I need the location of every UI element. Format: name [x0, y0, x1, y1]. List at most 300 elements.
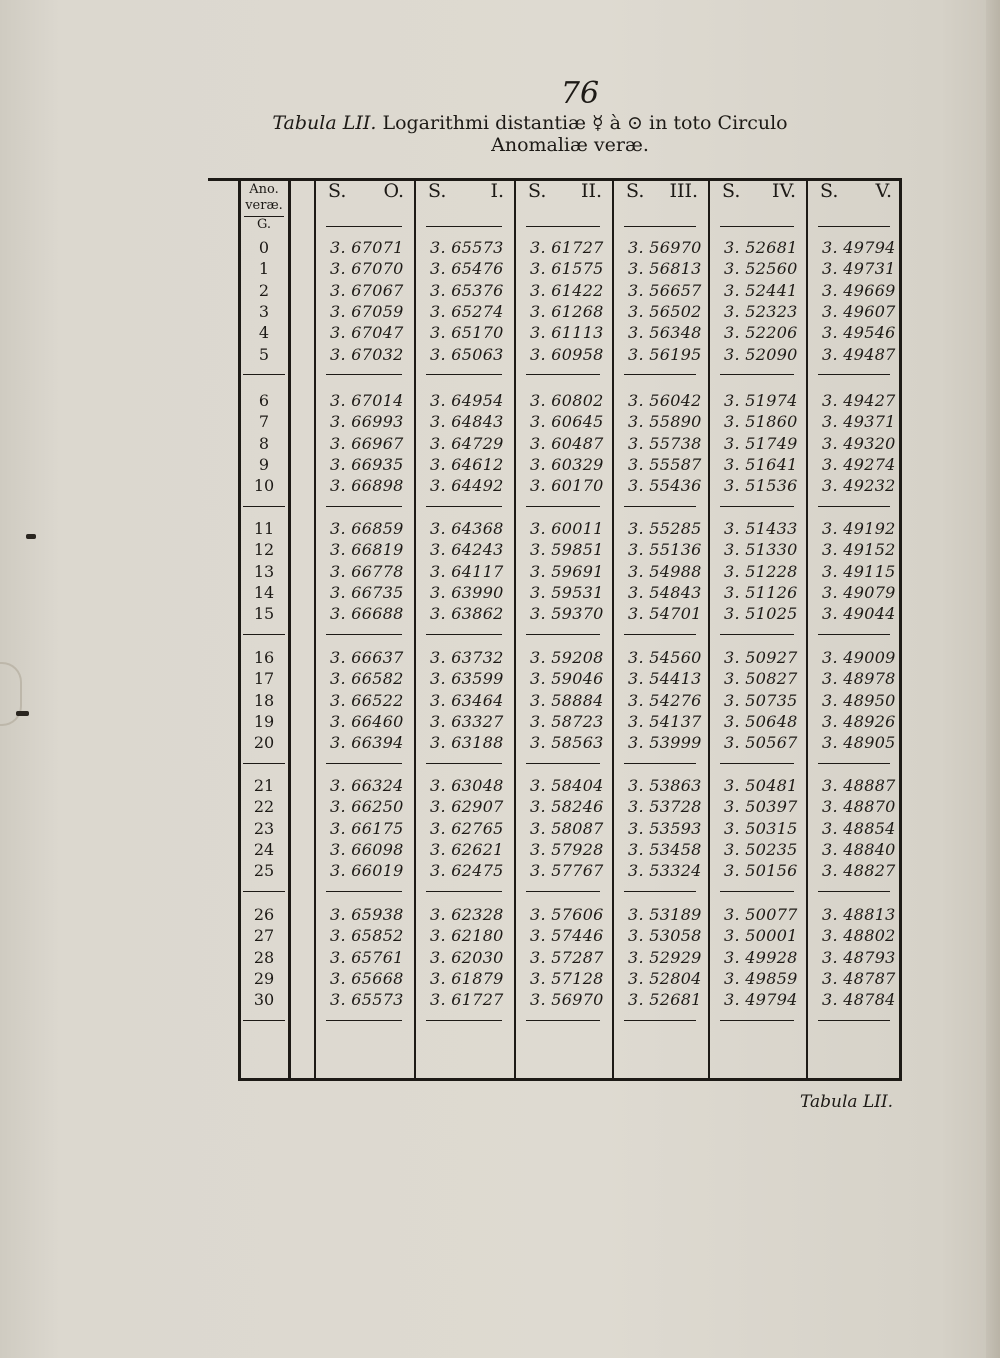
- table-cell: 3. 49371: [822, 412, 896, 432]
- table-cell: 3. 52441: [724, 280, 798, 300]
- table-cell: 3. 60645: [530, 412, 604, 432]
- table-cell: 3. 66522: [330, 690, 404, 710]
- degree-label: 11: [253, 519, 275, 538]
- degree-label: 24: [253, 839, 275, 859]
- table-cell: 3. 52090: [724, 344, 798, 364]
- table-cell: 3. 58404: [530, 776, 604, 795]
- column-header: [810, 180, 902, 210]
- table-cell: 3. 67070: [330, 259, 404, 279]
- table-cell: 3. 66098: [330, 839, 404, 859]
- group-rule: [526, 763, 600, 764]
- table-cell: 3. 64243: [430, 540, 504, 560]
- degree-label: 26: [253, 905, 275, 924]
- table-cell: 3. 67067: [330, 280, 404, 300]
- table-cell: 3. 49044: [822, 604, 896, 624]
- col-divider: [414, 180, 416, 1078]
- table-cell: 3. 59208: [530, 648, 604, 667]
- table-cell: 3. 65761: [330, 947, 404, 967]
- column-header: [712, 180, 806, 210]
- table-subtitle: Anomaliæ veræ.: [491, 134, 649, 156]
- group-rule: [624, 763, 696, 764]
- table-cell: 3. 66324: [330, 776, 404, 795]
- group-rule: [243, 506, 285, 507]
- table-cell: 3. 60011: [530, 519, 604, 538]
- header-rule: [326, 226, 402, 227]
- table-cell: 3. 62765: [430, 818, 504, 838]
- group-rule: [818, 763, 890, 764]
- col-divider: [612, 180, 614, 1078]
- group-rule: [243, 891, 285, 892]
- degree-label: 3: [258, 301, 270, 321]
- table-cell: 3. 65476: [430, 259, 504, 279]
- group-rule: [426, 763, 502, 764]
- table-cell: 3. 48840: [822, 839, 896, 859]
- group-rule: [526, 634, 600, 635]
- group-rule: [624, 891, 696, 892]
- table-cell: 3. 50156: [724, 861, 798, 881]
- table-cell: 3. 49546: [822, 323, 896, 343]
- table-cell: 3. 51433: [724, 519, 798, 538]
- group-rule: [326, 374, 402, 375]
- table-cell: 3. 53728: [628, 797, 702, 817]
- table-cell: 3. 49320: [822, 433, 896, 453]
- header-rule: [526, 226, 600, 227]
- table-cell: 3. 65063: [430, 344, 504, 364]
- table-cell: 3. 56348: [628, 323, 702, 343]
- table-cell: 3. 54560: [628, 648, 702, 667]
- table-cell: 3. 49079: [822, 582, 896, 602]
- table-cell: 3. 51860: [724, 412, 798, 432]
- table-cell: 3. 66019: [330, 861, 404, 881]
- table-cell: 3. 66778: [330, 561, 404, 581]
- table-cell: 3. 51536: [724, 476, 798, 496]
- table-cell: 3. 67071: [330, 238, 404, 257]
- group-rule: [624, 374, 696, 375]
- degree-label: 27: [253, 926, 275, 946]
- group-rule: [818, 1020, 890, 1021]
- table-cell: 3. 60487: [530, 433, 604, 453]
- table-cell: 3. 67059: [330, 301, 404, 321]
- table-cell: 3. 64843: [430, 412, 504, 432]
- degree-label: 7: [258, 412, 270, 432]
- column-value: III.: [669, 180, 698, 202]
- column-value: V.: [875, 180, 892, 202]
- table-cell: 3. 49009: [822, 648, 896, 667]
- table-cell: 3. 61575: [530, 259, 604, 279]
- table-cell: 3. 51749: [724, 433, 798, 453]
- group-rule: [526, 1020, 600, 1021]
- table-cell: 3. 56502: [628, 301, 702, 321]
- group-rule: [426, 374, 502, 375]
- table-cell: 3. 50235: [724, 839, 798, 859]
- table-cell: 3. 49115: [822, 561, 896, 581]
- column-value: II.: [580, 180, 602, 202]
- table-cell: 3. 62907: [430, 797, 504, 817]
- group-rule: [818, 506, 890, 507]
- table-cell: 3. 53324: [628, 861, 702, 881]
- degree-label: 17: [253, 669, 275, 689]
- table-cell: 3. 48854: [822, 818, 896, 838]
- table-cell: 3. 66967: [330, 433, 404, 453]
- table-cell: 3. 56970: [628, 238, 702, 257]
- degree-label: 10: [253, 476, 275, 496]
- group-rule: [426, 891, 502, 892]
- degree-label: 19: [253, 711, 275, 731]
- table-cell: 3. 61113: [530, 323, 604, 343]
- table-title-line1: Logarithmi distantiæ ☿ à ⊙ in toto Circulo: [382, 112, 788, 134]
- table-cell: 3. 50315: [724, 818, 798, 838]
- table-cell: 3. 48887: [822, 776, 896, 795]
- table-cell: 3. 49152: [822, 540, 896, 560]
- group-rule: [326, 1020, 402, 1021]
- table-cell: 3. 56657: [628, 280, 702, 300]
- table-cell: 3. 56195: [628, 344, 702, 364]
- table-cell: 3. 67047: [330, 323, 404, 343]
- table-cell: 3. 54701: [628, 604, 702, 624]
- table-cell: 3. 52560: [724, 259, 798, 279]
- table-cell: 3. 66819: [330, 540, 404, 560]
- table-cell: 3. 65376: [430, 280, 504, 300]
- table-cell: 3. 66898: [330, 476, 404, 496]
- row-header: [238, 182, 290, 233]
- table-cell: 3. 64492: [430, 476, 504, 496]
- column-sign: S.: [722, 180, 741, 202]
- table-cell: 3. 51126: [724, 582, 798, 602]
- col-divider: [514, 180, 516, 1078]
- table-cell: 3. 60329: [530, 454, 604, 474]
- group-rule: [624, 506, 696, 507]
- row-header-line2: veræ.: [245, 198, 283, 213]
- degree-label: 5: [258, 344, 270, 364]
- table-cell: 3. 66582: [330, 669, 404, 689]
- group-rule: [426, 506, 502, 507]
- table-cell: 3. 48827: [822, 861, 896, 881]
- table-cell: 3. 55436: [628, 476, 702, 496]
- degree-label: 9: [258, 454, 270, 474]
- degree-label: 16: [253, 648, 275, 667]
- group-rule: [243, 763, 285, 764]
- table-cell: 3. 64612: [430, 454, 504, 474]
- column-header: [418, 180, 514, 210]
- table-cell: 3. 59046: [530, 669, 604, 689]
- table-cell: 3. 66250: [330, 797, 404, 817]
- table-cell: 3. 49274: [822, 454, 896, 474]
- table-cell: 3. 62030: [430, 947, 504, 967]
- table-cell: 3. 48870: [822, 797, 896, 817]
- group-rule: [624, 634, 696, 635]
- table-cell: 3. 48784: [822, 990, 896, 1010]
- table-cell: 3. 48787: [822, 968, 896, 988]
- table-cell: 3. 51330: [724, 540, 798, 560]
- table-cell: 3. 64117: [430, 561, 504, 581]
- table-cell: 3. 66688: [330, 604, 404, 624]
- row-header-line3: G.: [256, 217, 272, 232]
- table-cell: 3. 49794: [724, 990, 798, 1010]
- table-cell: 3. 63862: [430, 604, 504, 624]
- group-rule: [818, 634, 890, 635]
- group-rule: [720, 763, 794, 764]
- degree-label: 14: [253, 582, 275, 602]
- table-cell: 3. 63327: [430, 711, 504, 731]
- table-cell: 3. 52206: [724, 323, 798, 343]
- group-rule: [720, 506, 794, 507]
- column-header: [616, 180, 708, 210]
- degree-label: 21: [253, 776, 275, 795]
- table-cell: 3. 66460: [330, 711, 404, 731]
- group-rule: [720, 634, 794, 635]
- table-cell: 3. 57128: [530, 968, 604, 988]
- table-cell: 3. 62328: [430, 905, 504, 924]
- degree-label: 12: [253, 540, 275, 560]
- binding-clip: [0, 662, 22, 726]
- table-cell: 3. 53999: [628, 733, 702, 753]
- table-cell: 3. 63188: [430, 733, 504, 753]
- table-cell: 3. 49487: [822, 344, 896, 364]
- group-rule: [526, 891, 600, 892]
- degree-label: 6: [258, 391, 270, 410]
- table-cell: 3. 49232: [822, 476, 896, 496]
- group-rule: [526, 374, 600, 375]
- table-cell: 3. 67032: [330, 344, 404, 364]
- table-right-border: [899, 178, 902, 1081]
- table-cell: 3. 50481: [724, 776, 798, 795]
- table-cell: 3. 54843: [628, 582, 702, 602]
- column-header: [518, 180, 612, 210]
- group-rule: [720, 891, 794, 892]
- table-cell: 3. 61727: [530, 238, 604, 257]
- table-cell: 3. 52323: [724, 301, 798, 321]
- group-rule: [243, 374, 285, 375]
- table-cell: 3. 65938: [330, 905, 404, 924]
- table-cell: 3. 57446: [530, 926, 604, 946]
- group-rule: [326, 506, 402, 507]
- table-cell: 3. 66175: [330, 818, 404, 838]
- degree-label: 2: [258, 280, 270, 300]
- table-cell: 3. 54276: [628, 690, 702, 710]
- group-rule: [326, 763, 402, 764]
- column-value: IV.: [772, 180, 796, 202]
- table-cell: 3. 66637: [330, 648, 404, 667]
- table-cell: 3. 59370: [530, 604, 604, 624]
- group-rule: [624, 1020, 696, 1021]
- group-rule: [426, 634, 502, 635]
- degree-label: 30: [253, 990, 275, 1010]
- table-cell: 3. 66735: [330, 582, 404, 602]
- table-cell: 3. 50077: [724, 905, 798, 924]
- table-cell: 3. 66935: [330, 454, 404, 474]
- table-cell: 3. 54413: [628, 669, 702, 689]
- table-cell: 3. 63464: [430, 690, 504, 710]
- table-cell: 3. 62180: [430, 926, 504, 946]
- table-cell: 3. 54137: [628, 711, 702, 731]
- table-cell: 3. 55890: [628, 412, 702, 432]
- table-cell: 3. 48926: [822, 711, 896, 731]
- header-rule: [720, 226, 794, 227]
- table-cell: 3. 48905: [822, 733, 896, 753]
- table-cell: 3. 55738: [628, 433, 702, 453]
- table-cell: 3. 48793: [822, 947, 896, 967]
- column-header: [318, 180, 414, 210]
- group-rule: [526, 506, 600, 507]
- column-sign: S.: [820, 180, 839, 202]
- table-cell: 3. 66394: [330, 733, 404, 753]
- table-label: Tabula LII.: [272, 112, 377, 134]
- table-cell: 3. 56813: [628, 259, 702, 279]
- table-cell: 3. 55587: [628, 454, 702, 474]
- table-cell: 3. 49731: [822, 259, 896, 279]
- group-rule: [243, 634, 285, 635]
- table-cell: 3. 50927: [724, 648, 798, 667]
- table-cell: 3. 52929: [628, 947, 702, 967]
- table-cell: 3. 51974: [724, 391, 798, 410]
- degree-label: 0: [258, 238, 270, 257]
- table-cell: 3. 58884: [530, 690, 604, 710]
- table-cell: 3. 64954: [430, 391, 504, 410]
- group-rule: [818, 891, 890, 892]
- degree-label: 29: [253, 968, 275, 988]
- table-cell: 3. 50648: [724, 711, 798, 731]
- table-cell: 3. 63599: [430, 669, 504, 689]
- table-cell: 3. 52804: [628, 968, 702, 988]
- table-cell: 3. 65573: [430, 238, 504, 257]
- table-cell: 3. 51641: [724, 454, 798, 474]
- table-cell: 3. 58087: [530, 818, 604, 838]
- group-rule: [426, 1020, 502, 1021]
- column-sign: S.: [528, 180, 547, 202]
- table-cell: 3. 61422: [530, 280, 604, 300]
- table-cell: 3. 64729: [430, 433, 504, 453]
- table-cell: 3. 59851: [530, 540, 604, 560]
- degree-label: 8: [258, 433, 270, 453]
- table-bottom-border: [238, 1078, 902, 1081]
- table-cell: 3. 61727: [430, 990, 504, 1010]
- table-cell: 3. 49669: [822, 280, 896, 300]
- degree-label: 23: [253, 818, 275, 838]
- ink-mark: [16, 711, 29, 716]
- table-title: [160, 112, 900, 134]
- degree-label: 4: [258, 323, 270, 343]
- table-cell: 3. 65852: [330, 926, 404, 946]
- table-cell: 3. 60958: [530, 344, 604, 364]
- table-cell: 3. 53863: [628, 776, 702, 795]
- table-cell: 3. 49607: [822, 301, 896, 321]
- table-cell: 3. 61268: [530, 301, 604, 321]
- table-cell: 3. 59531: [530, 582, 604, 602]
- table-cell: 3. 62621: [430, 839, 504, 859]
- table-cell: 3. 52681: [628, 990, 702, 1010]
- table-cell: 3. 63732: [430, 648, 504, 667]
- degree-label: 22: [253, 797, 275, 817]
- row-header-line1: Ano.: [249, 182, 279, 197]
- table-cell: 3. 49859: [724, 968, 798, 988]
- page-edge: [986, 0, 1000, 1358]
- table-cell: 3. 57606: [530, 905, 604, 924]
- header-rule: [426, 226, 502, 227]
- degree-label: 20: [253, 733, 275, 753]
- table-cell: 3. 62475: [430, 861, 504, 881]
- table-cell: 3. 54988: [628, 561, 702, 581]
- table-cell: 3. 53458: [628, 839, 702, 859]
- column-value: O.: [383, 180, 404, 202]
- table-cell: 3. 50001: [724, 926, 798, 946]
- table-cell: 3. 53189: [628, 905, 702, 924]
- table-cell: 3. 66859: [330, 519, 404, 538]
- degree-label: 18: [253, 690, 275, 710]
- table-cell: 3. 56042: [628, 391, 702, 410]
- group-rule: [720, 1020, 794, 1021]
- table-cell: 3. 51025: [724, 604, 798, 624]
- ink-mark: [26, 534, 36, 539]
- table-cell: 3. 64368: [430, 519, 504, 538]
- table-cell: 3. 53593: [628, 818, 702, 838]
- degree-label: 15: [253, 604, 275, 624]
- table-cell: 3. 65573: [330, 990, 404, 1010]
- group-rule: [326, 891, 402, 892]
- group-rule: [326, 634, 402, 635]
- table-cell: 3. 59691: [530, 561, 604, 581]
- table-cell: 3. 56970: [530, 990, 604, 1010]
- table-cell: 3. 49427: [822, 391, 896, 410]
- table-cell: 3. 57287: [530, 947, 604, 967]
- table-cell: 3. 63048: [430, 776, 504, 795]
- table-cell: 3. 49928: [724, 947, 798, 967]
- table-cell: 3. 50735: [724, 690, 798, 710]
- table-cell: 3. 58246: [530, 797, 604, 817]
- table-cell: 3. 58723: [530, 711, 604, 731]
- table-cell: 3. 60170: [530, 476, 604, 496]
- table-cell: 3. 52681: [724, 238, 798, 257]
- header-rule: [624, 226, 696, 227]
- table-cell: 3. 61879: [430, 968, 504, 988]
- col-divider: [708, 180, 710, 1078]
- degree-label: 13: [253, 561, 275, 581]
- column-sign: S.: [428, 180, 447, 202]
- table-cell: 3. 63990: [430, 582, 504, 602]
- table-cell: 3. 65170: [430, 323, 504, 343]
- degree-label: 1: [258, 259, 270, 279]
- group-rule: [720, 374, 794, 375]
- table-cell: 3. 67014: [330, 391, 404, 410]
- degree-label: 28: [253, 947, 275, 967]
- group-rule: [818, 374, 890, 375]
- catchword: Tabula LII.: [800, 1092, 894, 1112]
- table-cell: 3. 57767: [530, 861, 604, 881]
- group-rule: [243, 1020, 285, 1021]
- table-cell: 3. 48813: [822, 905, 896, 924]
- table-cell: 3. 55285: [628, 519, 702, 538]
- col-divider: [314, 180, 316, 1078]
- column-sign: S.: [626, 180, 645, 202]
- table-cell: 3. 60802: [530, 391, 604, 410]
- table-cell: 3. 58563: [530, 733, 604, 753]
- table-cell: 3. 50567: [724, 733, 798, 753]
- table-cell: 3. 51228: [724, 561, 798, 581]
- table-cell: 3. 53058: [628, 926, 702, 946]
- table-cell: 3. 55136: [628, 540, 702, 560]
- table-cell: 3. 66993: [330, 412, 404, 432]
- table-cell: 3. 57928: [530, 839, 604, 859]
- table-cell: 3. 48802: [822, 926, 896, 946]
- table-cell: 3. 48978: [822, 669, 896, 689]
- column-value: I.: [490, 180, 504, 202]
- degree-label: 25: [253, 861, 275, 881]
- header-rule: [818, 226, 890, 227]
- column-sign: S.: [328, 180, 347, 202]
- table-cell: 3. 65274: [430, 301, 504, 321]
- table-cell: 3. 48950: [822, 690, 896, 710]
- table-cell: 3. 49794: [822, 238, 896, 257]
- table-cell: 3. 50397: [724, 797, 798, 817]
